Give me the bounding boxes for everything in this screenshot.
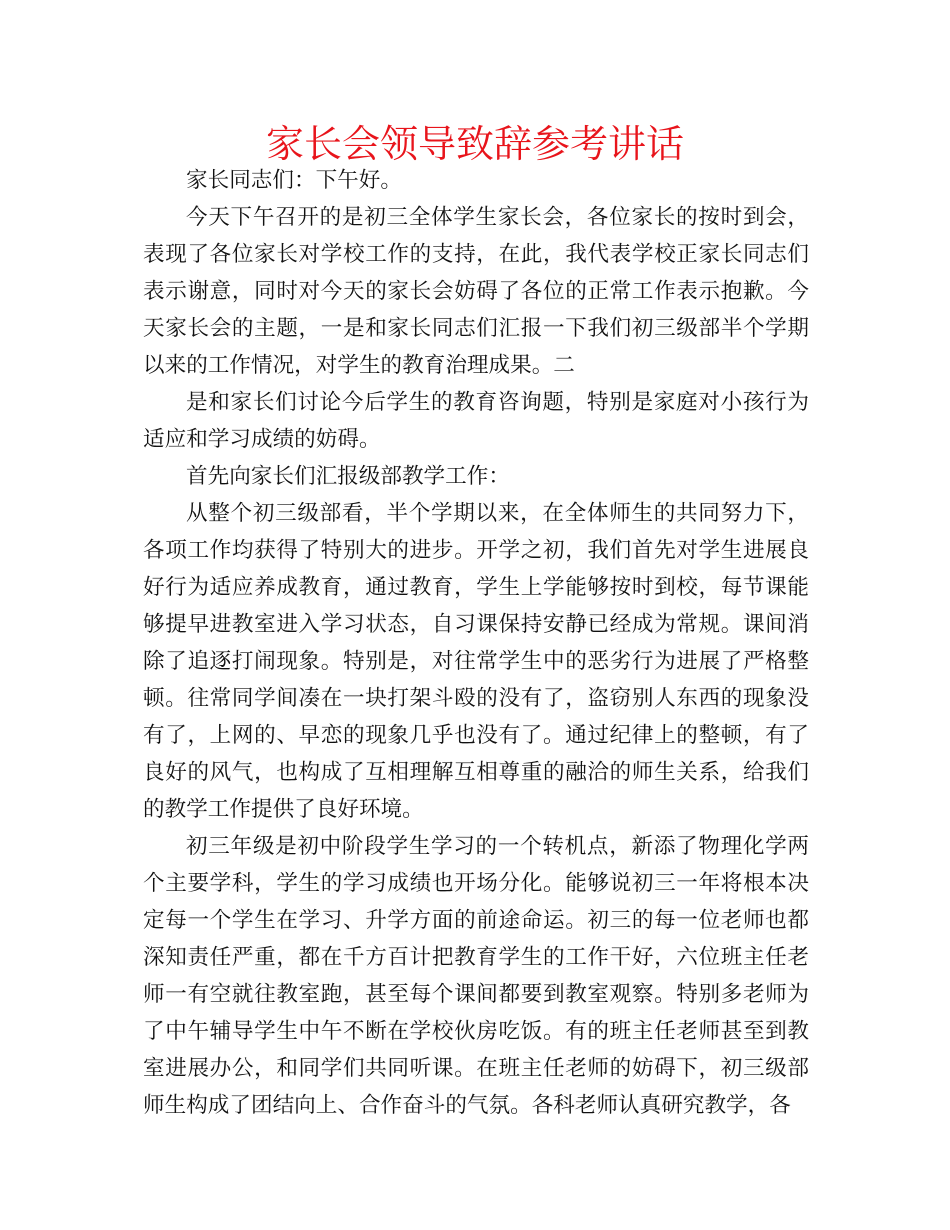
document-body xyxy=(143,162,809,1124)
paragraph-report-intro: 首先向家长们汇报级部教学工作： xyxy=(186,464,510,489)
paragraph-grade-three: 初三年级是初中阶段学生学习的一个转机点，新添了物理化学两个主要学科，学生的学习成绩也开场分化。能够说初三一年将根本决定每一个学生在学习、升学方面的前途命运。初三的每一位老师也都深知责任严重，都在千方百计把教育学生的工作干好，六位班主任老师一有空就往教室跑，甚至每个课间都要到教室观察。特别多老师为了中午辅导学生中午不断在学校伙房吃饭。有的班主任老师甚至到教室进展办公，和同学们共同听课。在班主任老师的妨碍下，初三级部师生构成了团结向上、合作奋斗的气氛。各科老师认真研究教学，各 xyxy=(143,834,809,1118)
document-title: 家长会领导致辞参考讲话 xyxy=(265,122,684,166)
paragraph-discipline: 从整个初三级部看，半个学期以来，在全体师生的共同努力下，各项工作均获得了特别大的进步。开学之初，我们首先对学生进展良好行为适应养成教育，通过教育，学生上学能够按时到校，每节课能够提早进教室进入学习状态，自习课保持安静已经成为常规。课间消除了追逐打闹现象。特别是，对往常学生中的恶劣行为进展了严格整顿。往常同学间凑在一块打架斗殴的没有了，盗窃别人东西的现象没有了，上网的、早恋的现象几乎也没有了。通过纪律上的整顿，有了良好的风气，也构成了互相理解互相尊重的融洽的师生关系，给我们的教学工作提供了良好环境。 xyxy=(143,501,809,822)
paragraph-opening: 今天下午召开的是初三全体学生家长会，各位家长的按时到会，表现了各位家长对学校工作的支持，在此，我代表学校正家长同志们表示谢意，同时对今天的家长会妨碍了各位的正常工作表示抱歉。今天家长会的主题，一是和家长同志们汇报一下我们初三级部半个学期以来的工作情况，对学生的教育治理成果。二 xyxy=(143,205,809,378)
paragraph-theme-two: 是和家长们讨论今后学生的教育咨询题，特别是家庭对小孩行为适应和学习成绩的妨碍。 xyxy=(143,390,809,452)
paragraph-greeting: 家长同志们：下午好。 xyxy=(186,168,402,193)
